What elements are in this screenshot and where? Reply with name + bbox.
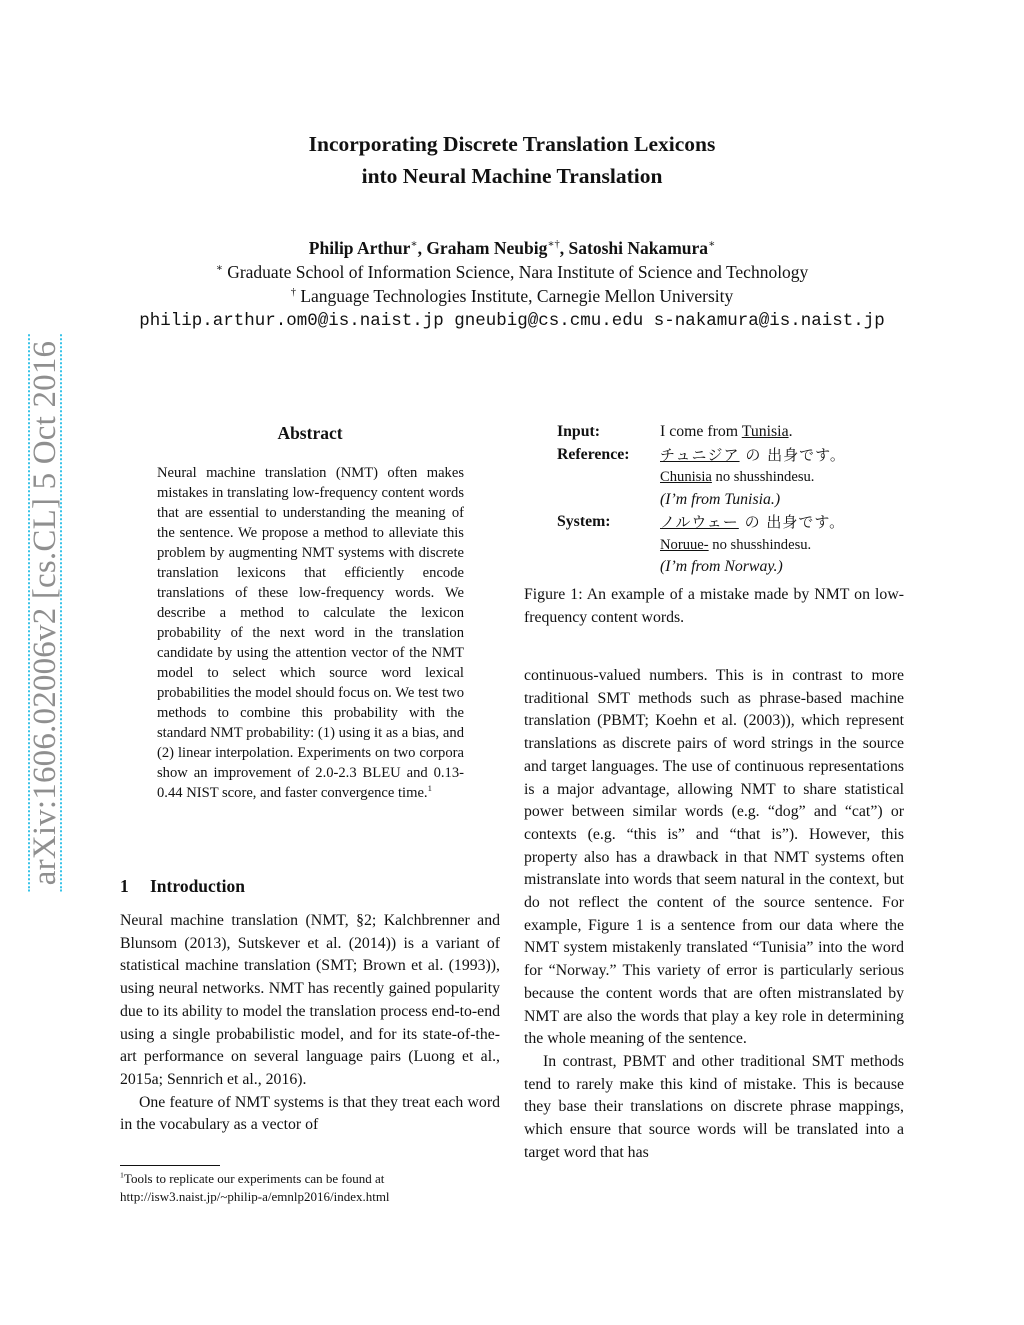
section-number: 1 — [120, 876, 129, 896]
author-name: Graham Neubig — [426, 238, 548, 258]
affiliation-1 — [0, 260, 1024, 284]
system-japanese — [660, 511, 845, 534]
affiliation-mark: † — [290, 287, 296, 299]
figure-caption: Figure 1: An example of a mistake made by NMT on low-frequency content words. — [524, 586, 904, 626]
affiliation-mark: ∗ — [215, 263, 223, 275]
section-heading — [120, 876, 245, 897]
paper-title-line-2: into Neural Machine Translation — [361, 164, 663, 188]
footnote-mark: 1 — [120, 1170, 124, 1180]
affiliation-2 — [0, 284, 1024, 308]
section-title: Introduction — [150, 876, 245, 896]
paragraph: Neural machine translation (NMT, §2; Kalchbrenner and Blunsom (2013), Sutskever et al. (2014)) is a variant of statistical machine translation (SMT; Brown et al. (1993)), using neural networks. NMT has recently gained popularity due to its ability to model the translation process end-to-end using a single probabilistic model, and for its state-of-the-art performance on several language pairs (Luong et al., 2015a; Sennrich et al., 2016). — [120, 912, 500, 1088]
arxiv-stamp: arXiv:1606.02006v2 [cs.CL] 5 Oct 2016 — [28, 335, 62, 892]
footnote-url[interactable]: http://isw3.naist.jp/~philip-a/emnlp2016/index.html — [120, 1189, 390, 1204]
input-text: I come from — [660, 423, 742, 440]
input-label: Input: — [557, 423, 601, 440]
reference-jp-rest: の 出身です。 — [745, 445, 846, 464]
paragraph: In contrast, PBMT and other traditional SMT methods tend to rarely make this kind of mistake. This is because they base their translations on discrete phrase mappings, which ensure that source words will be translated into a target word that has — [524, 1052, 904, 1161]
abstract-body — [157, 463, 464, 803]
figure-row-input — [557, 421, 917, 444]
figure-row-reference-romaji — [557, 466, 917, 489]
reference-label: Reference: — [557, 445, 630, 463]
reference-jp-word: チュニジア — [660, 445, 740, 464]
author-emails: philip.arthur.om0@is.naist.jp gneubig@cs.cmu.edu s-nakamura@is.naist.jp — [139, 311, 885, 331]
affiliation-text: Language Technologies Institute, Carnegie Mellon University — [300, 286, 734, 306]
paragraph: One feature of NMT systems is that they treat each word in the vocabulary as a vector of — [120, 1093, 500, 1134]
author-name: Satoshi Nakamura — [568, 238, 709, 258]
affiliation-text: Graduate School of Information Science, Nara Institute of Science and Technology — [227, 262, 809, 282]
authors-block — [0, 236, 1024, 334]
system-jp-rest: の 出身です。 — [744, 513, 846, 531]
system-gloss: (I’m from Norway.) — [660, 558, 783, 575]
figure-row-system — [557, 511, 917, 534]
reference-romaji-word: Chunisia — [660, 469, 712, 485]
figure-row-system-gloss — [557, 556, 917, 579]
system-jp-word: ノルウェー — [660, 513, 739, 531]
right-column-body — [524, 665, 904, 1164]
footnote-ref: 1 — [427, 783, 432, 794]
footnote-rule — [120, 1165, 220, 1166]
figure-row-reference-gloss — [557, 489, 917, 512]
figure-1 — [557, 421, 917, 579]
figure-row-system-romaji — [557, 534, 917, 557]
paper-title-line-1: Incorporating Discrete Translation Lexicons — [308, 132, 716, 156]
paragraph: continuous-valued numbers. This is in contrast to more traditional SMT methods such as phrase-based machine translation (PBMT; Koehn et al. (2003)), which represent translations as discrete pairs of word strings in the source and target languages. The use of continuous representations is a major advantage, allowing NMT to share statistical power between similar words (e.g. “dog” and “cat”) or contexts (e.g. “this is” and “that is”). However, this property also has a drawback in that NMT systems often mistranslate into words that seem natural in the context, but do not reflect the content of the source sentence. For example, Figure 1 is a sentence from our data where the NMT system mistakenly translated “Tunisia” into the word for “Norway.” This variety of error is particularly serious because the content words that are often mistranslated by NMT are also the words that play a key role in determining the whole meaning of the sentence. — [524, 667, 904, 1048]
reference-japanese — [660, 444, 846, 467]
input-punct: . — [788, 423, 793, 440]
system-romaji — [660, 534, 811, 557]
title-block — [0, 128, 1024, 192]
reference-romaji — [660, 466, 814, 489]
author-mark: ∗ — [708, 239, 716, 251]
reference-romaji-rest: no shusshindesu. — [711, 469, 815, 485]
arxiv-stamp-box — [28, 328, 62, 898]
abstract-heading: Abstract — [277, 423, 343, 443]
input-value — [660, 421, 793, 444]
author-name: Philip Arthur — [308, 238, 411, 258]
abstract-text: Neural machine translation (NMT) often makes mistakes in translating low-frequency content words that are essential to understanding the meaning of the sentence. We propose a method to alleviate this problem by augmenting NMT systems with discrete translation lexicons that efficiently encode translations of these low-frequency words. We describe a method to calculate the lexicon probability of the next word in the translation candidate by using the attention vector of the NMT model to select which source word lexical probabilities the model should focus on. We test two methods to combine this probability with the standard NMT probability: (1) using it as a bias, and (2) linear interpolation. Experiments on two corpora show an improvement of 2.0-2.3 BLEU and 0.13-0.44 NIST score, and faster convergence time. — [157, 465, 464, 801]
left-column-body — [120, 910, 500, 1137]
footnote — [120, 1170, 500, 1206]
system-label: System: — [557, 513, 611, 530]
system-romaji-rest: no shusshindesu. — [708, 536, 812, 553]
input-highlight-word: Tunisia — [741, 423, 789, 440]
author-mark: ∗† — [547, 239, 560, 251]
footnote-text: Tools to replicate our experiments can be found at — [123, 1171, 385, 1186]
figure-row-reference — [557, 444, 917, 467]
author-list: Philip Arthur∗, Graham Neubig∗†, Satoshi Nakamura∗ — [308, 238, 716, 258]
system-romaji-word: Noruue- — [660, 536, 709, 553]
author-mark: ∗ — [410, 239, 418, 251]
reference-gloss: (I’m from Tunisia.) — [660, 490, 781, 508]
